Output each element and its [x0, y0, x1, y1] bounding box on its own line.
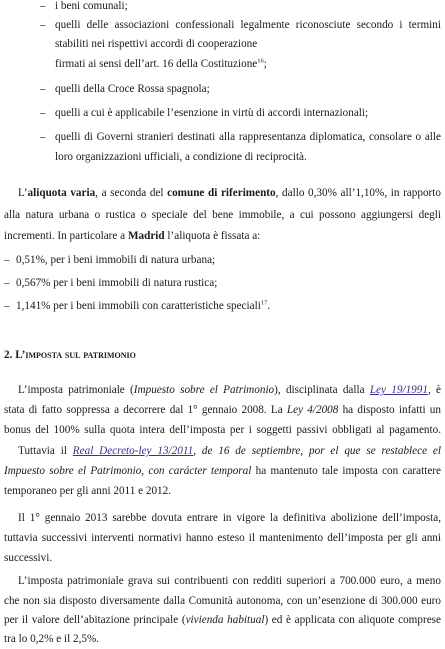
- text-line: L’imposta patrimoniale grava sui contribuenti con redditi superiori a 700.000 euro, a meno: [18, 575, 441, 587]
- law-link[interactable]: Ley 19/1991: [369, 384, 428, 396]
- list-dash: –: [4, 300, 10, 312]
- text-line: tuttavia successivi interventi normativi hanno esteso il mantenimento dell’imposta per gli anni: [4, 532, 441, 544]
- text-line: stata di fatto soppressa a decorrere dal 1° gennaio 2008. La Ley 4/2008 ha disposto infatti un: [4, 404, 441, 416]
- list-dash: –: [40, 19, 46, 31]
- text-line: incrementi. In particolare a Madrid l’aliquota è fissata a:: [4, 230, 261, 242]
- list-dash: –: [4, 277, 10, 289]
- decree-link[interactable]: Real Decreto-ley 13/2011: [72, 445, 194, 457]
- list-dash: –: [40, 107, 46, 119]
- text-line: L’imposta patrimoniale (Impuesto sobre el Patrimonio), disciplinata dalla Ley 19/1991, è: [18, 384, 441, 396]
- rate-item: 0,567% per i beni immobili di natura rustica;: [16, 277, 218, 289]
- text-line: Il 1° gennaio 2013 sarebbe dovuta entrare in vigore la definitiva abolizione dell’imposta,: [18, 512, 441, 524]
- text-line: bonus del 100% sulla quota intera dell’imposta per i soggetti passivi obbligati al pagamento.: [4, 424, 441, 436]
- list-item-cont: loro organizzazioni ufficiali, a condizione di reciprocità.: [55, 151, 307, 163]
- list-item: quelli a cui è applicabile l’esenzione in virtù di accordi internazionali;: [55, 107, 369, 119]
- text-line: Impuesto sobre el Patrimonio, con carácter temporal ha mantenuto tale imposta con carattere: [4, 465, 441, 477]
- list-item-cont: stabiliti nei rispettivi accordi di cooperazione: [55, 38, 258, 50]
- list-item: i beni comunali;: [55, 0, 128, 12]
- list-dash: –: [40, 0, 46, 12]
- footnote-ref: 16: [257, 57, 264, 65]
- rate-item: 0,51%, per i beni immobili di natura urbana;: [16, 254, 216, 266]
- list-item-cont: firmati ai sensi dell’art. 16 della Costituzione$^{16}$;: [55, 57, 267, 70]
- text-line: tra lo 0,2% e il 2,5%.: [4, 633, 100, 645]
- text-line: che non sia disposto diversamente dalla Comunità autonoma, con un’esenzione di 300.000 euro: [4, 595, 441, 607]
- rate-item: 1,141% per i beni immobili con caratteristiche speciali$^{17}$.: [16, 299, 271, 312]
- text-line: Tuttavia il Real Decreto-ley 13/2011, de 16 de septiembre, por el que se restablece el: [18, 445, 441, 457]
- footnote-ref: 17: [260, 299, 268, 307]
- list-item: quelli della Croce Rossa spagnola;: [55, 83, 210, 95]
- text-line: alla natura urbana o rustica o speciale del bene immobile, a cui possono aggiungersi degli: [4, 209, 441, 221]
- section-heading: 2. L’imposta sul patrimonio: [4, 349, 136, 361]
- list-item: quelli di Governi stranieri destinati alla rappresentanza diplomatica, consolare o alle: [55, 131, 441, 143]
- list-dash: –: [40, 83, 46, 95]
- text-line: L’aliquota varia, a seconda del comune di riferimento, dallo 0,30% all’1,10%, in rapporto: [18, 187, 441, 199]
- list-item: quelli delle associazioni confessionali legalmente riconosciute secondo i termini: [55, 19, 441, 31]
- list-dash: –: [4, 254, 10, 266]
- text-line: per il valore dell’abitazione principale (vivienda habitual) ed è applicata con aliquote comprese: [4, 614, 441, 626]
- text-line: temporaneo per gli anni 2011 e 2012.: [4, 485, 172, 497]
- text-line: successivi.: [4, 552, 53, 564]
- list-dash: –: [40, 131, 46, 143]
